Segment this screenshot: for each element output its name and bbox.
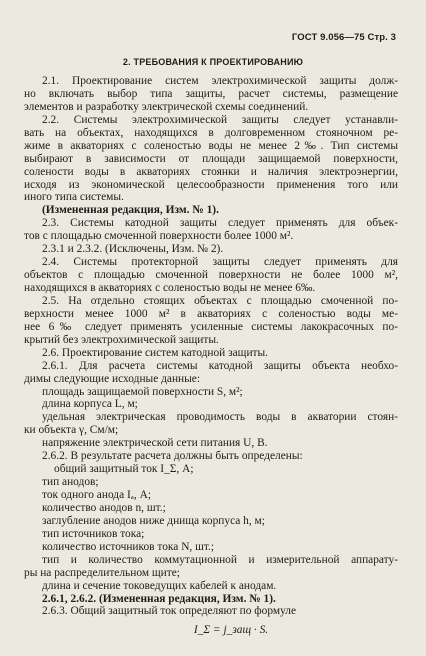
list-item: ры на распределительном щите; <box>24 566 180 579</box>
list-item: общий защитный ток I_Σ, А; <box>54 463 194 476</box>
list-item: длина корпуса L, м; <box>42 398 138 411</box>
text-line: 2.5. На отдельно стоящих объектах с площадью смоченной по- <box>42 294 398 307</box>
text-line: иного типа системы. <box>24 191 124 204</box>
text-line: 2.3. Системы катодной защиты следует применять для объек- <box>42 217 398 230</box>
text-line: 2.6.1. Для расчета системы катодной защиты объекта необхо- <box>42 359 398 372</box>
text-line: солености воды в акваториях стоянки и наличия электроэнергии, <box>24 165 398 178</box>
text-line: 2.6.2. В результате расчета должны быть определены: <box>42 450 303 463</box>
text-line: верхности менее 1000 м² в акваториях с соленостью воды ме- <box>24 307 398 320</box>
list-item: количество источников тока N, шт.; <box>42 540 215 553</box>
list-item: количество анодов n, шт.; <box>42 501 166 514</box>
text-line: находящихся в акваториях с соленостью воды не менее 6‰. <box>24 282 316 294</box>
page-header: ГОСТ 9.056—75 Стр. 3 <box>291 32 396 43</box>
list-item: ки объекта γ, См/м; <box>24 424 119 437</box>
document-body <box>24 75 398 637</box>
text-line: тов с площадью смоченной поверхности более 1000 м². <box>24 230 294 243</box>
text-line: 2.2. Системы электрохимической защиты следует устанавли- <box>42 113 398 126</box>
formula: I_Σ = j_защ · S. <box>193 624 269 637</box>
amendment-note: (Измененная редакция, Изм. № 1). <box>42 204 219 217</box>
text-line: вать на объектах, находящихся в долговременном стояночном ре- <box>24 126 398 139</box>
text-line: 2.6.3. Общий защитный ток определяют по формуле <box>42 605 297 618</box>
text-line: объектов с площадью смоченной поверхности не более 1000 м², <box>24 269 398 282</box>
text-line: выбирают в зависимости от площади защищаемой поверхности, <box>24 152 398 165</box>
text-line: элементов и разработку электрической схемы соединений. <box>24 100 309 113</box>
text-line: исходя из экономической целесообразности применения того или <box>24 178 398 191</box>
text-line: 2.1. Проектирование систем электрохимической защиты долж- <box>42 75 398 87</box>
list-item: тип и количество коммутационной и измерительной аппарату- <box>42 553 398 566</box>
amendment-note: 2.6.1, 2.6.2. (Измененная редакция, Изм. № 1). <box>42 592 276 605</box>
text-line: димы следующие исходные данные: <box>24 372 201 385</box>
list-item: удельная электрическая проводимость воды в акватории стоян- <box>42 411 398 424</box>
list-item: площадь защищаемой поверхности S, м²; <box>42 385 243 398</box>
list-item: ток одного анода Iₐ, А; <box>42 489 151 501</box>
text-line: жиме в акваториях с соленостью воды не менее 2‰. Тип системы <box>24 139 398 152</box>
list-item: длина и сечение токоведущих кабелей к анодам. <box>42 579 277 592</box>
section-title: 2. ТРЕБОВАНИЯ К ПРОЕКТИРОВАНИЮ <box>122 57 304 67</box>
text-line: 2.4. Системы протекторной защиты следует применять для <box>42 256 398 269</box>
list-item: тип источников тока; <box>42 527 145 540</box>
text-line: 2.6. Проектирование систем катодной защиты. <box>42 346 269 359</box>
list-item: тип анодов; <box>42 476 99 489</box>
amendment-note: 2.3.1 и 2.3.2. (Исключены, Изм. № 2). <box>42 243 224 256</box>
text-line: нее 6‰ следует применять усиленные системы лакокрасочных по- <box>24 320 398 333</box>
list-item: заглубление анодов ниже днища корпуса h, м; <box>42 514 265 527</box>
list-item: напряжение электрической сети питания U, В. <box>42 437 268 450</box>
text-line: но включать выбор типа защиты, расчет системы, размещение <box>24 87 398 100</box>
text-line: крытий без электрохимической защиты. <box>24 333 219 346</box>
